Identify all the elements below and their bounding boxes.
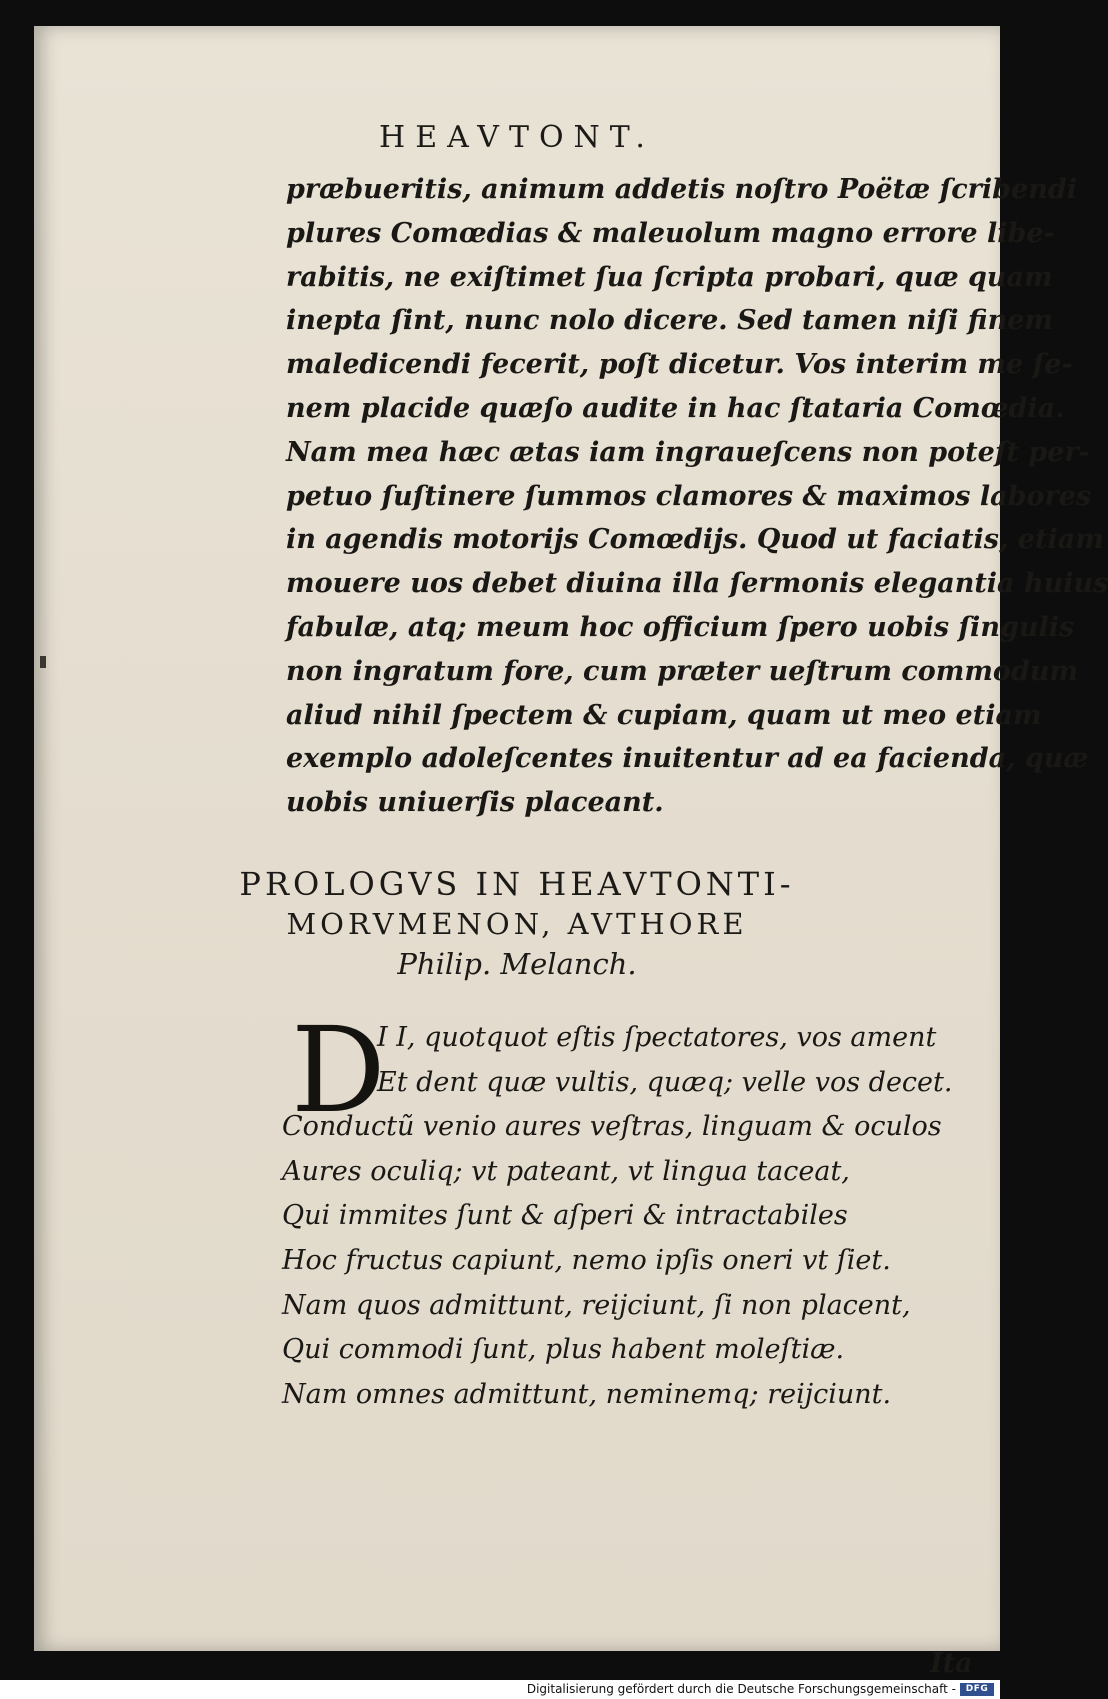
verse-line: I I, quotquot eſtis ſpectatores, vos ament bbox=[377, 1022, 937, 1053]
body-line: non ingratum fore, cum præter ueſtrum commodum bbox=[286, 655, 1079, 687]
body-text bbox=[286, 168, 1108, 825]
body-line: plures Comœdias & maleuolum magno errore libe- bbox=[286, 217, 1055, 249]
body-line: petuo ſuſtinere ſummos clamores & maximos labores bbox=[286, 480, 1092, 512]
body-line: inepta ſint, nunc nolo dicere. Sed tamen niſi finem bbox=[286, 305, 1053, 337]
body-line: fabulæ, atq; meum hoc officium ſpero uobis ſingulis bbox=[286, 611, 1075, 643]
body-line: mouere uos debet diuina illa ſermonis elegantia huius bbox=[286, 568, 1108, 600]
body-line: maledicendi fecerit, poſt dicetur. Vos interim me ſe- bbox=[286, 349, 1073, 381]
verse-line: Qui commodi ſunt, plus habent moleſtiæ. bbox=[282, 1334, 845, 1366]
verse-line: Qui immites ſunt & aſperi & intractabiles bbox=[282, 1200, 848, 1232]
verse-line: Hoc fructus capiunt, nemo ipſis oneri vt ſiet. bbox=[282, 1244, 891, 1276]
running-head: HEAVTONT. bbox=[379, 120, 655, 155]
body-line: exemplo adoleſcentes inuitentur ad ea facienda, quæ bbox=[286, 743, 1089, 775]
prologue-title-line-1: PROLOGVS IN HEAVTONTI- bbox=[239, 865, 795, 903]
verse-text bbox=[282, 1001, 992, 1417]
body-line: Nam mea hæc ætas iam ingraueſcens non poteſt per- bbox=[286, 436, 1090, 468]
verse-line: Aures oculiq; vt pateant, vt lingua taceat, bbox=[282, 1155, 850, 1187]
verse-line: Nam quos admittunt, reijciunt, ſi non placent, bbox=[282, 1289, 911, 1321]
prologue-title-line-2: MORVMENON, AVTHORE bbox=[286, 907, 748, 941]
body-line: nem placide quæſo audite in hac ſtataria Comœdia. bbox=[286, 392, 1065, 424]
verse-line: Conductũ venio aures veſtras, linguam & oculos bbox=[282, 1111, 942, 1143]
footer-credit: Digitalisierung gefördert durch die Deutsche Forschungsgemeinschaft - bbox=[526, 1682, 956, 1696]
prologue-title bbox=[34, 864, 1000, 984]
prologue-author: Philip. Melanch. bbox=[397, 947, 637, 981]
body-line: aliud nihil ſpectem & cupiam, quam ut meo etiam bbox=[286, 699, 1042, 731]
dfg-logo: DFG bbox=[960, 1683, 994, 1696]
verse-line: Nam omnes admittunt, neminemq; reijciunt. bbox=[282, 1378, 892, 1410]
body-line: rabitis, ne exiſtimet ſua ſcripta probari, quæ quam bbox=[286, 261, 1053, 293]
book-page bbox=[34, 26, 1108, 1651]
verse-line: Et dent quæ vultis, quæq; velle vos decet. bbox=[377, 1066, 953, 1098]
drop-cap: D bbox=[291, 1001, 386, 1139]
body-line: præbueritis, animum addetis noſtro Poëtæ ſcribendi bbox=[286, 174, 1077, 205]
body-line: in agendis motorijs Comœdijs. Quod ut faciatis, etiam bbox=[286, 524, 1104, 556]
catchword: Ita bbox=[930, 1648, 973, 1679]
page-edge-mark bbox=[40, 656, 46, 668]
body-line: uobis uniuerſis placeant. bbox=[286, 787, 664, 819]
